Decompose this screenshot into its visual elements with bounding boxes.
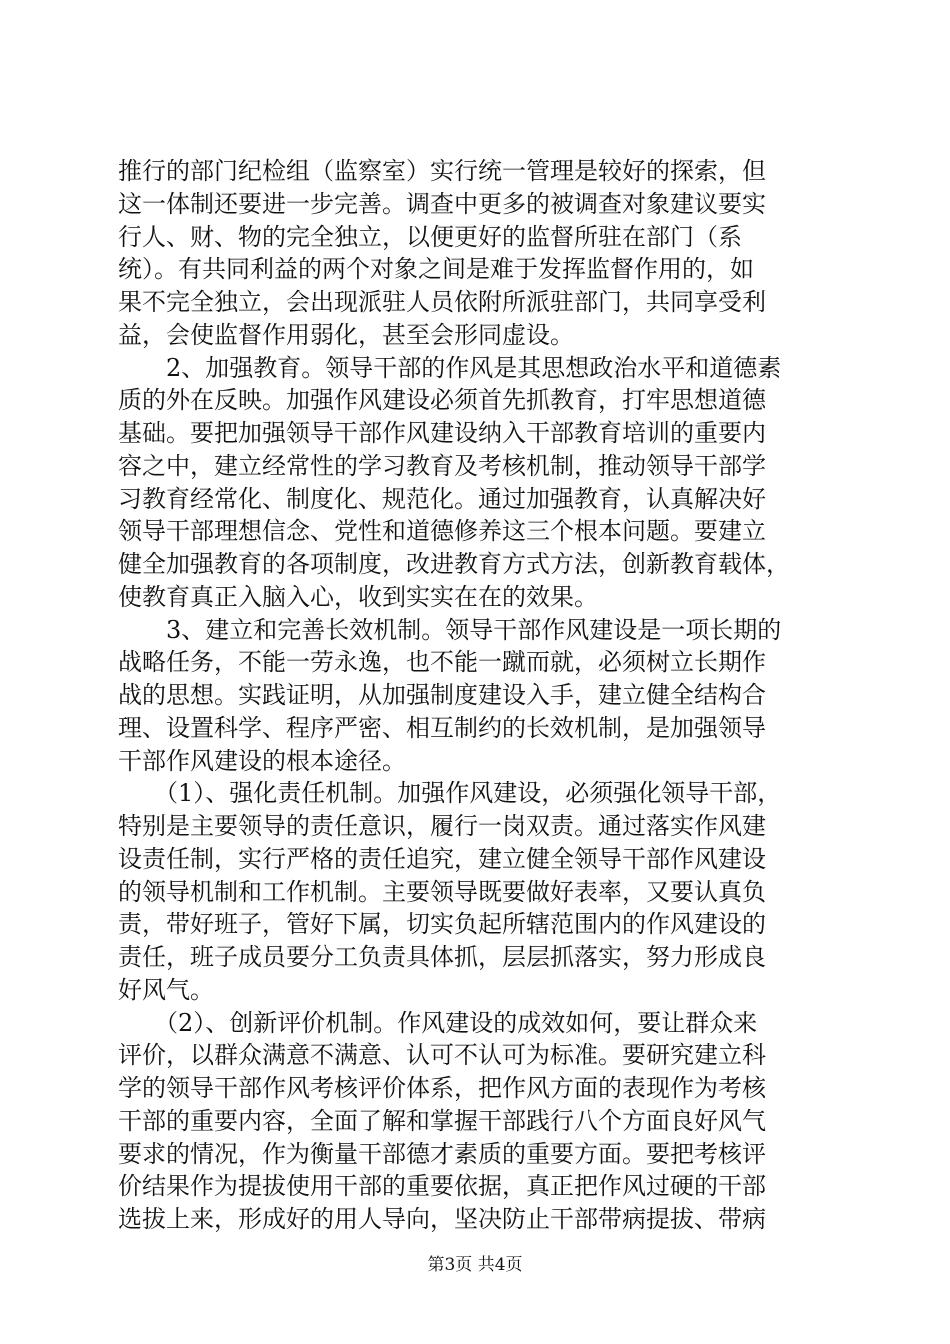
text-line: 容之中，建立经常性的学习教育及考核机制，推动领导干部学: [118, 451, 766, 480]
text-line: 行人、财、物的完全独立，以便更好的监督所驻在部门（系: [118, 222, 742, 251]
text-line: 推行的部门纪检组（监察室）实行统一管理是较好的探索，但: [118, 157, 766, 185]
text-line: 责任，班子成员要分工负责具体抓，层层抓落实，努力形成良: [118, 943, 766, 971]
text-line: 学的领导干部作风考核评价体系，把作风方面的表现作为考核: [118, 1074, 766, 1102]
text-line: 责，带好班子，管好下属，切实负起所辖范围内的作风建设的: [118, 910, 766, 939]
text-line: 好风气。: [118, 975, 214, 1004]
text-line: 战的思想。实践证明，从加强制度建设入手，建立健全结构合: [118, 681, 766, 709]
text-line: （1）、强化责任机制。加强作风建设，必须强化领导干部，: [118, 779, 782, 808]
text-line: 3、建立和完善长效机制。领导干部作风建设是一项长期的: [118, 615, 782, 644]
text-line: 价结果作为提拔使用干部的重要依据，真正把作风过硬的干部: [118, 1172, 766, 1201]
text-line: 设责任制，实行严格的责任追究，建立健全领导干部作风建设: [118, 844, 766, 873]
text-line: 要求的情况，作为衡量干部德才素质的重要方面。要把考核评: [118, 1139, 766, 1168]
text-line: 益，会使监督作用弱化，甚至会形同虚设。: [118, 320, 574, 349]
text-line: 基础。要把加强领导干部作风建设纳入干部教育培训的重要内: [118, 419, 766, 447]
text-line: 理、设置科学、程序严密、相互制约的长效机制，是加强领导: [118, 713, 766, 742]
text-line: 干部作风建设的根本途径。: [118, 746, 406, 775]
text-line: 健全加强教育的各项制度，改进教育方式方法，创新教育载体，: [118, 550, 790, 578]
text-line: 的领导机制和工作机制。主要领导既要做好表率，又要认真负: [118, 877, 766, 906]
text-line: 特别是主要领导的责任意识，履行一岗双责。通过落实作风建: [118, 812, 766, 840]
text-line: 战略任务，不能一劳永逸，也不能一蹴而就，必须树立长期作: [118, 648, 766, 677]
text-line: （2）、创新评价机制。作风建设的成效如何，要让群众来: [118, 1008, 758, 1037]
text-line: 果不完全独立，会出现派驻人员依附所派驻部门，共同享受利: [118, 288, 766, 316]
text-line: 选拔上来，形成好的用人导向，坚决防止干部带病提拔、带病: [118, 1205, 766, 1233]
text-line: 统）。有共同利益的两个对象之间是难于发挥监督作用的，如: [118, 255, 754, 284]
text-line: 习教育经常化、制度化、规范化。通过加强教育，认真解决好: [118, 484, 766, 513]
text-line: 2、加强教育。领导干部的作风是其思想政治水平和道德素: [118, 353, 782, 382]
text-line: 评价，以群众满意不满意、认可不认可为标准。要研究建立科: [118, 1041, 766, 1070]
text-line: 这一体制还要进一步完善。调查中更多的被调查对象建议要实: [118, 189, 766, 218]
body-text: [118, 155, 833, 1236]
text-line: 质的外在反映。加强作风建设必须首先抓教育，打牢思想道德: [118, 386, 766, 415]
text-line: 领导干部理想信念、党性和道德修养这三个根本问题。要建立: [118, 517, 766, 546]
page-footer: 第3页 共4页: [427, 1255, 523, 1275]
text-line: 使教育真正入脑入心，收到实实在在的效果。: [118, 582, 598, 611]
text-line: 干部的重要内容，全面了解和掌握干部践行八个方面良好风气: [118, 1106, 766, 1135]
